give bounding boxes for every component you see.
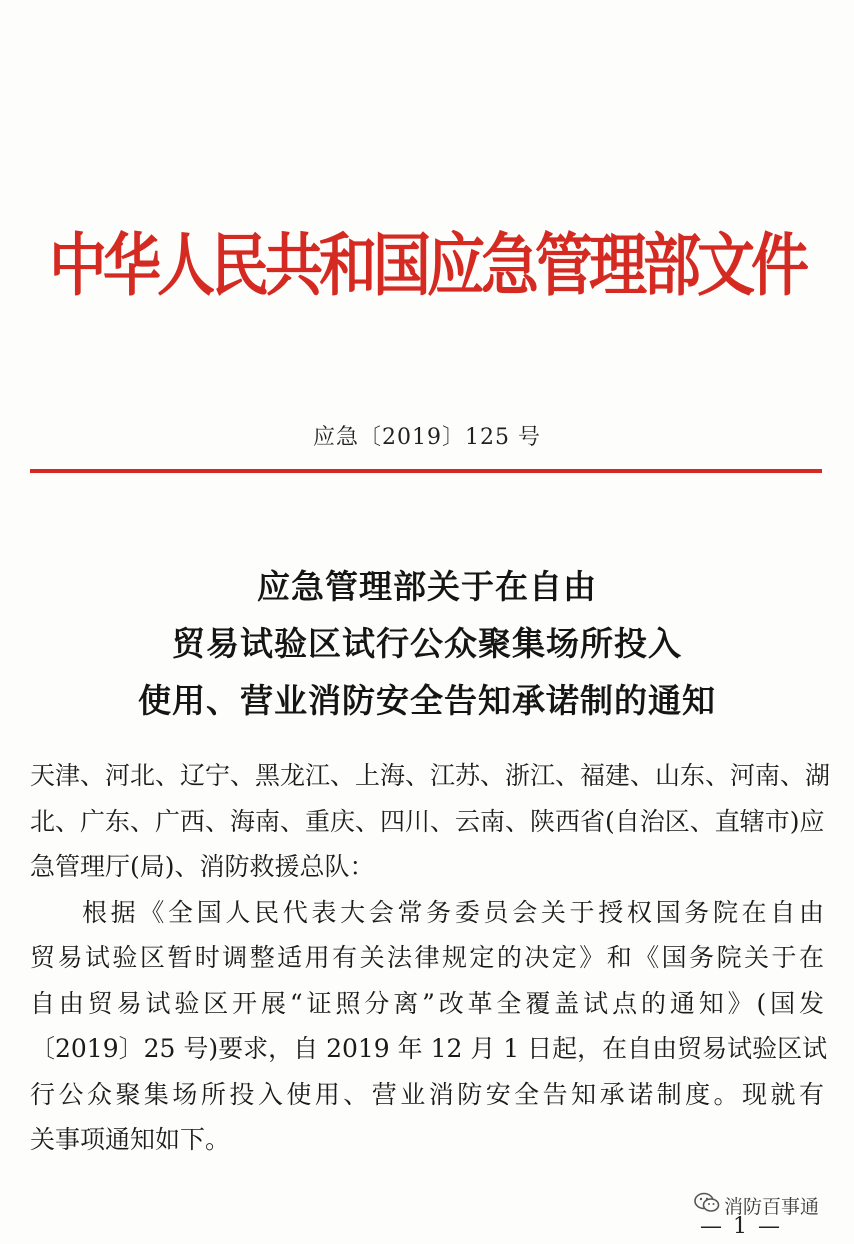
addressee-line-1: 天津、河北、辽宁、黑龙江、上海、江苏、浙江、福建、山东、河南、湖 — [30, 761, 831, 790]
body-line-3: 自由贸易试验区开展“证照分离”改革全覆盖试点的通知》(国发 — [30, 988, 824, 1018]
red-divider-line — [30, 469, 822, 473]
body-line-6: 关事项通知如下。 — [30, 1125, 231, 1154]
addressee-line-2: 北、广东、广西、海南、重庆、四川、云南、陕西省(自治区、直辖市)应 — [30, 806, 825, 836]
notice-title-line-3: 使用、营业消防安全告知承诺制的通知 — [138, 681, 716, 720]
page-number: — 1 — — [700, 1214, 782, 1239]
watermark-text: 消防百事通 — [724, 1195, 820, 1218]
body-line-2: 贸易试验区暂时调整适用有关法律规定的决定》和《国务院关于在 — [30, 943, 824, 972]
document-number: 应急〔2019〕125 号 — [313, 425, 541, 450]
document-header-title: 中华人民共和国应急管理部文件 — [48, 225, 805, 306]
notice-title-line-2: 贸易试验区试行公众聚集场所投入 — [172, 624, 682, 663]
body-line-1: 根据《全国人民代表大会常务委员会关于授权国务院在自由 — [82, 897, 824, 927]
body-line-4: 〔2019〕25 号)要求，自 2019 年 12 月 1 日起，在自由贸易试验区试 — [30, 1034, 828, 1063]
body-line-5: 行公众聚集场所投入使用、营业消防安全告知承诺制度。现就有 — [30, 1079, 824, 1109]
notice-title — [0, 558, 854, 729]
addressee-line-3: 急管理厅(局)、消防救援总队： — [30, 852, 375, 881]
notice-title-line-1: 应急管理部关于在自由 — [257, 567, 597, 606]
notice-body — [30, 753, 831, 1163]
